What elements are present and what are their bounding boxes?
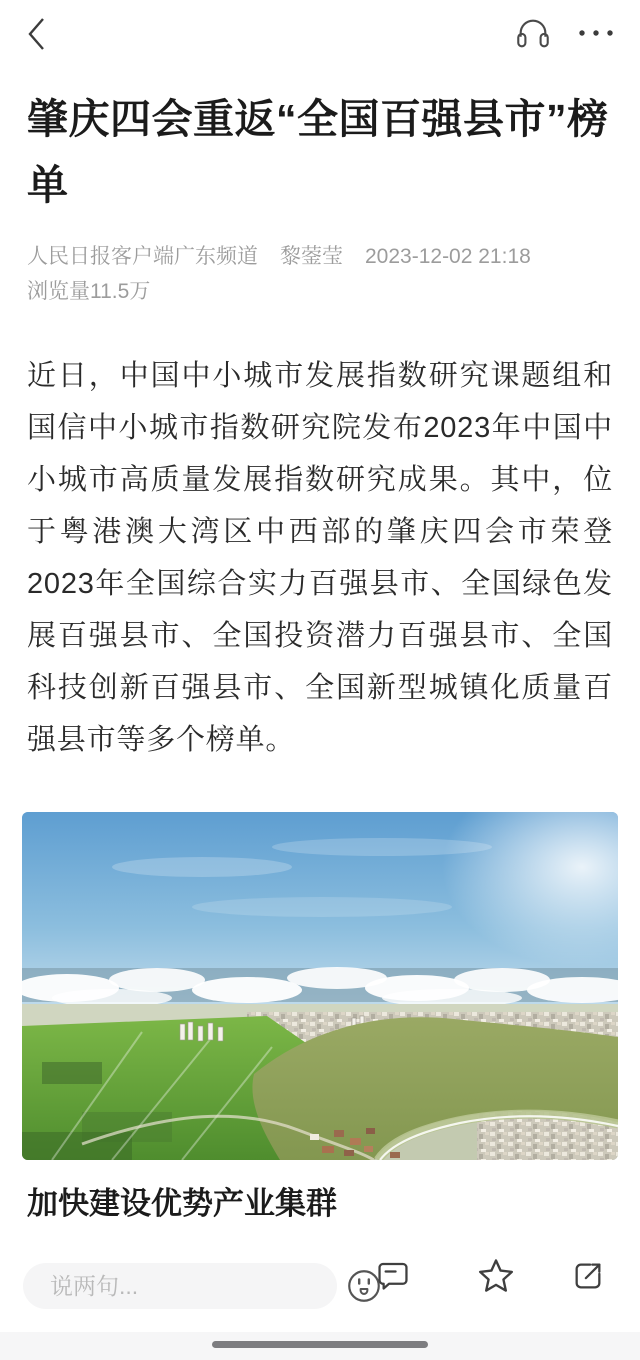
view-count: 浏览量11.5万	[27, 280, 151, 303]
comment-input-pill[interactable]	[23, 1263, 337, 1309]
top-nav-bar	[0, 0, 640, 66]
comment-input[interactable]	[23, 1273, 346, 1300]
aerial-city-river-illustration	[22, 812, 618, 1160]
article-datetime: 2023-12-02 21:18	[365, 245, 531, 268]
system-strip	[0, 1332, 640, 1360]
home-indicator[interactable]	[212, 1341, 428, 1348]
article-author: 黎蓥莹	[280, 245, 343, 268]
favorite-star-icon[interactable]	[477, 1257, 515, 1295]
article-photo	[22, 812, 618, 1160]
more-ellipsis-icon[interactable]	[576, 23, 616, 43]
article-title: 肇庆四会重返“全国百强县市”榜单	[27, 96, 609, 208]
nav-actions	[514, 0, 616, 66]
back-icon[interactable]	[24, 15, 50, 53]
headphones-icon[interactable]	[514, 13, 552, 53]
article-paragraph: 近日，中国中小城市发展指数研究课题组和国信中小城市指数研究院发布2023年中国中小城市高质量发展指数研究成果。其中，位于粤港澳大湾区中西部的肇庆四会市荣登2023年全国综合实力百强县市、全国绿色发展百强县市、全国投资潜力百强县市、全国科技创新百强县市、全国新型城镇化质量百强县市等多个榜单。	[27, 360, 613, 756]
byline	[27, 240, 615, 270]
comment-bubble-icon[interactable]	[376, 1259, 410, 1293]
bottom-action-bar	[0, 1234, 640, 1332]
section-subheading: 加快建设优势产业集群	[27, 1186, 337, 1221]
share-icon[interactable]	[571, 1259, 605, 1293]
article-source: 人民日报客户端广东频道	[27, 245, 258, 268]
